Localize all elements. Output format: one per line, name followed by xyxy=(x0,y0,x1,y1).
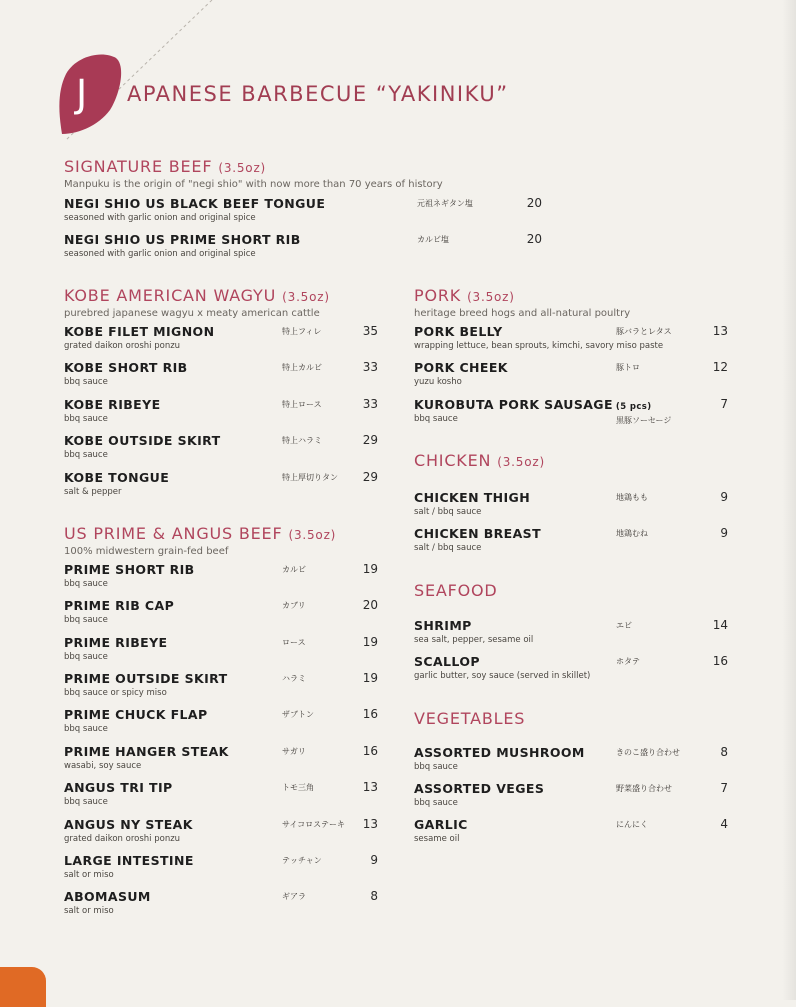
section-title: CHICKEN (3.5oz) xyxy=(414,451,545,470)
section-vegetables: VEGETABLES ASSORTED MUSHROOM bbq sauce きのこ盛り合わせ 8 ASSORTED VEGES bbq sauce 野菜盛り合わせ 7 GARLIC sesame oil にんにく 4 xyxy=(414,710,734,728)
section-kobe-wagyu: KOBE AMERICAN WAGYU (3.5oz) purebred japanese wagyu x meaty american cattle KOBE FILET MIGNON grated daikon oroshi ponzu 特上フィレ 35 KOBE SHORT RIB bbq sauce 特上カルビ 33 KOBE RIBEYE bbq sauce 特上ロース 33 KOBE OUTSIDE SKIRT bbq sauce 特上ハラミ 29 KOBE TONGUE salt & pepper 特上厚切りタン 29 xyxy=(64,287,384,320)
section-title: SEAFOOD xyxy=(414,581,498,600)
section-description: 100% midwestern grain-fed beef xyxy=(64,546,229,557)
section-chicken: CHICKEN (3.5oz) CHICKEN THIGH salt / bbq sauce 地鶏もも 9 CHICKEN BREAST salt / bbq sauce 地鶏むね 9 xyxy=(414,452,734,471)
section-title: PORK (3.5oz) xyxy=(414,286,515,305)
page-edge-shadow xyxy=(782,0,796,1000)
section-description: heritage breed hogs and all-natural poultry xyxy=(414,308,631,319)
logo-drop-icon xyxy=(58,50,124,136)
section-seafood: SEAFOOD SHRIMP sea salt, pepper, sesame oil エビ 14 SCALLOP garlic butter, soy sauce (served in skillet) ホタテ 16 xyxy=(414,582,734,600)
section-description: purebred japanese wagyu x meaty american cattle xyxy=(64,308,320,319)
section-title: US PRIME & ANGUS BEEF (3.5oz) xyxy=(64,524,337,543)
corner-tab xyxy=(0,967,46,1007)
section-signature-beef: SIGNATURE BEEF (3.5oz) Manpuku is the origin of "negi shio" with now more than 70 years of history NEGI SHIO US BLACK BEEF TONGUE seasoned with garlic onion and original spice 元祖ネギタン塩 20 NEGI SHIO US PRIME SHORT RIB seasoned with garlic onion and original spice カルビ塩 20 xyxy=(64,158,584,191)
section-title: SIGNATURE BEEF (3.5oz) xyxy=(64,157,267,176)
page-title: APANESE BARBECUE “YAKINIKU” xyxy=(127,82,509,106)
section-description: Manpuku is the origin of "negi shio" with now more than 70 years of history xyxy=(64,179,443,190)
section-title: KOBE AMERICAN WAGYU (3.5oz) xyxy=(64,286,330,305)
section-title: VEGETABLES xyxy=(414,709,526,728)
title-initial: J xyxy=(76,72,88,116)
section-pork: PORK (3.5oz) heritage breed hogs and all-natural poultry PORK BELLY wrapping lettuce, bean sprouts, kimchi, savory miso paste 豚バラとレタス 13 PORK CHEEK yuzu kosho 豚トロ 12 KUROBUTA PORK SAUSAGE (5 pcs) bbq sauce 黒豚ソーセージ 7 xyxy=(414,287,734,320)
section-us-prime-angus: US PRIME & ANGUS BEEF (3.5oz) 100% midwestern grain-fed beef PRIME SHORT RIB bbq sauce カルビ 19 PRIME RIB CAP bbq sauce カブリ 20 PRIME RIBEYE bbq sauce ロース 19 PRIME OUTSIDE SKIRT bbq sauce or spicy miso ハラミ 19 PRIME CHUCK FLAP bbq sauce ザブトン 16 PRIME HANGER STEAK wasabi, soy sauce サガリ 16 ANGUS TRI TIP bbq sauce トモ三角 13 ANGUS NY STEAK grated daikon oroshi ponzu サイコロステーキ 13 LARGE INTESTINE salt or miso テッチャン 9 ABOMASUM salt or miso ギアラ 8 xyxy=(64,525,384,558)
